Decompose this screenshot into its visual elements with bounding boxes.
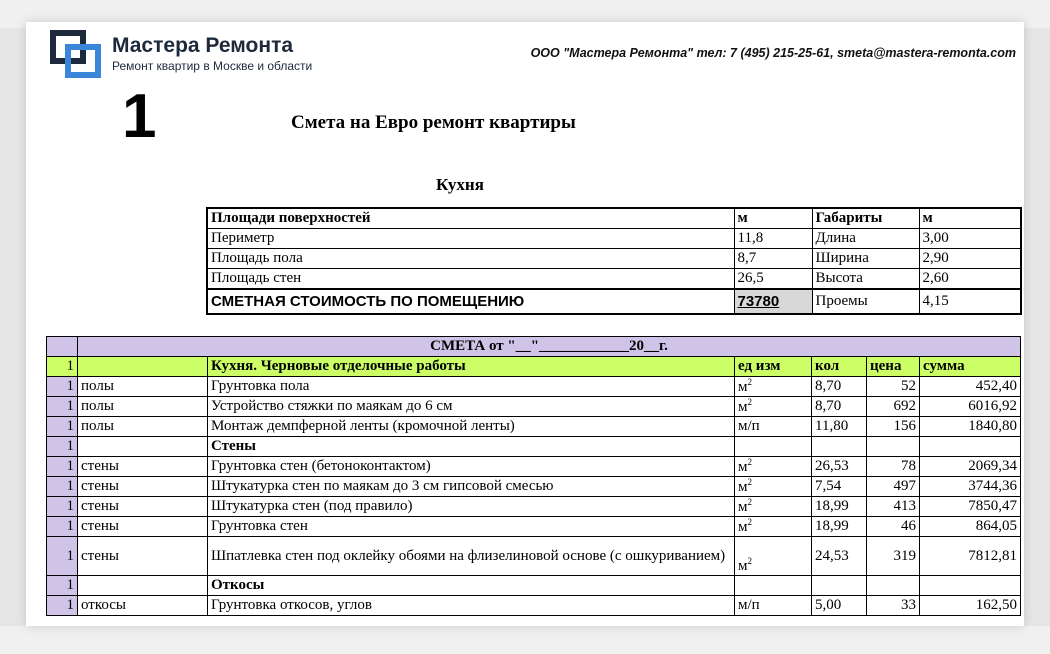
heading-spacer [47, 337, 78, 357]
table-row [47, 397, 1021, 417]
row-price: 497 [867, 477, 920, 497]
row-price: 156 [867, 417, 920, 437]
row-category: полы [78, 377, 208, 397]
row-unit [735, 576, 812, 596]
subsection-row [47, 437, 1021, 457]
overall-header: Габариты [812, 208, 919, 229]
row-price: 319 [867, 537, 920, 576]
row-qty: 18,99 [812, 497, 867, 517]
row-price: 413 [867, 497, 920, 517]
row-work: Шпатлевка стен под оклейку обоями на флизелиновой основе (с ошкуриванием) [208, 537, 735, 576]
section-title: Кухня. Черновые отделочные работы [208, 357, 735, 377]
row-number: 1 [47, 437, 78, 457]
dimensions-row [207, 229, 1021, 249]
row-sum: 162,50 [920, 596, 1021, 616]
table-row [47, 457, 1021, 477]
row-unit: $м^2$ [735, 397, 812, 417]
row-price [867, 437, 920, 457]
row-number: 1 [47, 377, 78, 397]
document-title: Смета на Евро ремонт квартиры [291, 112, 576, 133]
row-sum: 3744,36 [920, 477, 1021, 497]
row-number: 1 [47, 477, 78, 497]
table-row [47, 596, 1021, 616]
row-number: 1 [47, 457, 78, 477]
dimensions-row [207, 249, 1021, 269]
row-number: 1 [47, 537, 78, 576]
row-sum: 1840,80 [920, 417, 1021, 437]
row-price: 692 [867, 397, 920, 417]
table-row [47, 537, 1021, 576]
row-price: 52 [867, 377, 920, 397]
row-sum: 2069,34 [920, 457, 1021, 477]
row-qty: 11,80 [812, 417, 867, 437]
row-qty [812, 437, 867, 457]
row-qty: 7,54 [812, 477, 867, 497]
surface-value: 8,7 [734, 249, 812, 269]
row-category [78, 437, 208, 457]
row-number: 1 [47, 576, 78, 596]
row-category: полы [78, 397, 208, 417]
row-sum [920, 576, 1021, 596]
total-cost-value: 73780 [734, 289, 812, 314]
surface-label: Площадь стен [207, 269, 734, 290]
table-row [47, 517, 1021, 537]
estimate-heading-row [47, 337, 1021, 357]
total-cost-row [207, 289, 1021, 314]
row-qty: 24,53 [812, 537, 867, 576]
row-number: 1 [47, 357, 78, 377]
column-header-price: цена [867, 357, 920, 377]
row-unit: м/п [735, 596, 812, 616]
row-unit: $м^2$ [735, 457, 812, 477]
row-sum [920, 437, 1021, 457]
row-qty: 8,70 [812, 397, 867, 417]
row-qty: 26,53 [812, 457, 867, 477]
row-sum: 7812,81 [920, 537, 1021, 576]
brand-name: Мастера Ремонта [112, 34, 294, 57]
row-qty: 5,00 [812, 596, 867, 616]
row-work: Устройство стяжки по маякам до 6 см [208, 397, 735, 417]
surface-label: Площадь пола [207, 249, 734, 269]
table-row [47, 377, 1021, 397]
row-number: 1 [47, 497, 78, 517]
row-unit: м/п [735, 417, 812, 437]
company-logo-icon [50, 30, 104, 80]
subsection-row [47, 576, 1021, 596]
row-number: 1 [47, 517, 78, 537]
dimensions-header-row [207, 208, 1021, 229]
row-number: 1 [47, 417, 78, 437]
row-qty [812, 576, 867, 596]
row-sum: 864,05 [920, 517, 1021, 537]
subsection-title: Стены [208, 437, 735, 457]
subsection-title: Откосы [208, 576, 735, 596]
table-row [47, 477, 1021, 497]
table-row [47, 497, 1021, 517]
row-sum: 6016,92 [920, 397, 1021, 417]
dimension-label: Ширина [812, 249, 919, 269]
dimension-label: Длина [812, 229, 919, 249]
column-header-sum: сумма [920, 357, 1021, 377]
surface-value: 26,5 [734, 269, 812, 290]
row-category: стены [78, 497, 208, 517]
row-number: 1 [47, 596, 78, 616]
total-cost-label: СМЕТНАЯ СТОИМОСТЬ ПО ПОМЕЩЕНИЮ [207, 289, 734, 314]
dimension-value: 3,00 [919, 229, 1021, 249]
row-price [867, 576, 920, 596]
row-qty: 18,99 [812, 517, 867, 537]
row-sum: 7850,47 [920, 497, 1021, 517]
row-unit: $м^2$ [735, 377, 812, 397]
row-unit: $м^2$ [735, 497, 812, 517]
row-work: Штукатурка стен (под правило) [208, 497, 735, 517]
dimension-value: 2,90 [919, 249, 1021, 269]
table-row [47, 417, 1021, 437]
surface-value: 11,8 [734, 229, 812, 249]
row-unit: $м^2$ [735, 517, 812, 537]
estimate-table [46, 336, 1021, 616]
row-category: откосы [78, 596, 208, 616]
row-price: 78 [867, 457, 920, 477]
row-price: 33 [867, 596, 920, 616]
dimensions-row [207, 269, 1021, 290]
surfaces-unit: м [734, 208, 812, 229]
row-unit: $м^2$ [735, 477, 812, 497]
dimension-label: Высота [812, 269, 919, 290]
openings-label: Проемы [812, 289, 919, 314]
row-price: 46 [867, 517, 920, 537]
brand-tagline: Ремонт квартир в Москве и области [112, 59, 313, 73]
row-work: Грунтовка стен [208, 517, 735, 537]
row-category: стены [78, 477, 208, 497]
row-number: 1 [47, 397, 78, 417]
row-unit: $м^2$ [735, 537, 812, 576]
row-category: стены [78, 517, 208, 537]
column-header-unit: ед изм [735, 357, 812, 377]
dimension-value: 2,60 [919, 269, 1021, 290]
row-sum: 452,40 [920, 377, 1021, 397]
section-title-row [47, 357, 1021, 377]
row-unit [735, 437, 812, 457]
row-category: стены [78, 537, 208, 576]
column-header-qty: кол [812, 357, 867, 377]
dimensions-table [206, 207, 1022, 315]
overall-unit: м [919, 208, 1021, 229]
room-number: 1 [122, 82, 157, 151]
estimate-heading: СМЕТА от "__"____________20__г. [78, 337, 1021, 357]
contact-info: ООО "Мастера Ремонта" тел: 7 (495) 215-25-61, smeta@mastera-remonta.com [530, 46, 1016, 60]
row-work: Монтаж демпферной ленты (кромочной ленты) [208, 417, 735, 437]
row-category: полы [78, 417, 208, 437]
row-category: стены [78, 457, 208, 477]
row-qty: 8,70 [812, 377, 867, 397]
surfaces-header: Площади поверхностей [207, 208, 734, 229]
section-category [78, 357, 208, 377]
row-work: Грунтовка откосов, углов [208, 596, 735, 616]
row-work: Штукатурка стен по маякам до 3 см гипсовой смесью [208, 477, 735, 497]
row-work: Грунтовка пола [208, 377, 735, 397]
row-work: Грунтовка стен (бетоноконтактом) [208, 457, 735, 477]
openings-value: 4,15 [919, 289, 1021, 314]
room-name: Кухня [436, 175, 484, 194]
row-category [78, 576, 208, 596]
surface-label: Периметр [207, 229, 734, 249]
estimate-sheet [26, 22, 1024, 626]
